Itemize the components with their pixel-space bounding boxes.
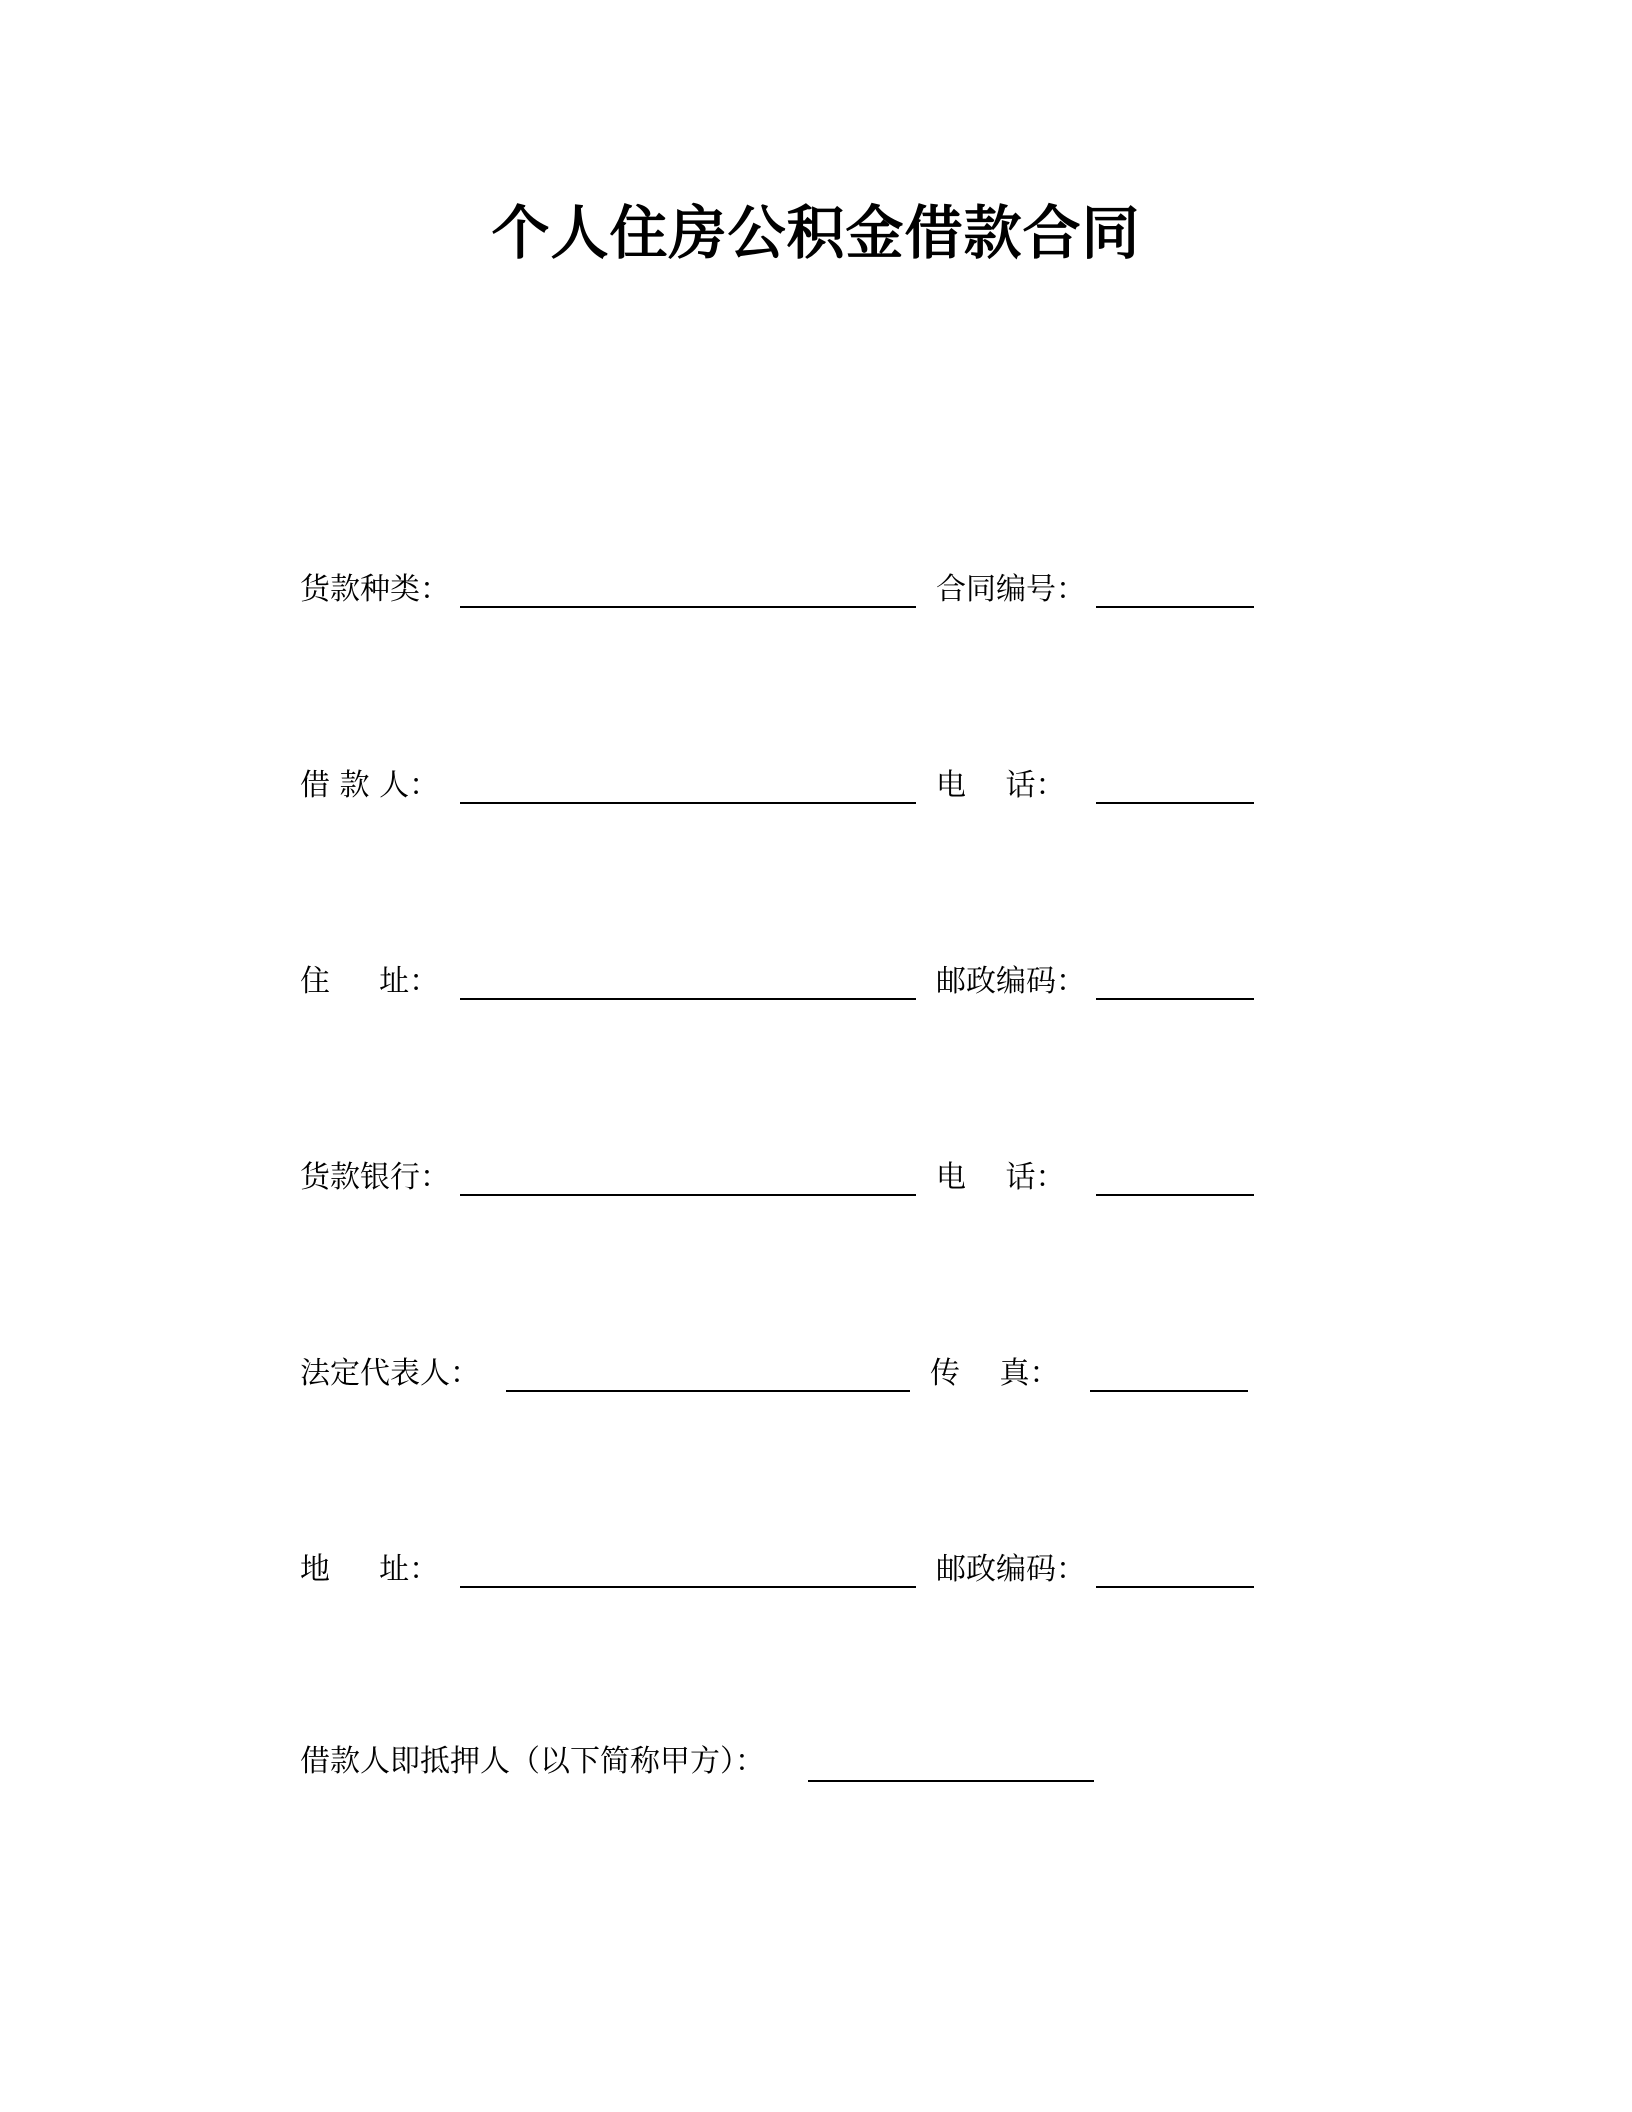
field-row-address bbox=[300, 1550, 1300, 1594]
field-row-legal-rep bbox=[300, 1354, 1300, 1398]
field-row-party-a bbox=[300, 1742, 1300, 1786]
field-row-loan-type bbox=[300, 570, 1300, 614]
fax-label: 传 真： bbox=[930, 1356, 1060, 1391]
borrower-label: 借 款 人： bbox=[300, 768, 440, 803]
fax-blank[interactable] bbox=[1090, 1390, 1248, 1392]
legal-representative-label: 法定代表人： bbox=[300, 1356, 480, 1391]
contract-number-blank[interactable] bbox=[1096, 606, 1254, 608]
residence-label: 住 址： bbox=[300, 964, 440, 999]
residence-postcode-blank[interactable] bbox=[1096, 998, 1254, 1000]
legal-representative-blank[interactable] bbox=[506, 1390, 910, 1392]
lending-bank-blank[interactable] bbox=[460, 1194, 916, 1196]
residence-postcode-label: 邮政编码： bbox=[936, 964, 1086, 999]
party-a-label: 借款人即抵押人（以下简称甲方）： bbox=[300, 1744, 765, 1779]
loan-type-label: 货款种类： bbox=[300, 572, 450, 607]
borrower-blank[interactable] bbox=[460, 802, 916, 804]
field-row-borrower bbox=[300, 766, 1300, 810]
borrower-phone-label: 电 话： bbox=[936, 768, 1066, 803]
borrower-phone-blank[interactable] bbox=[1096, 802, 1254, 804]
field-row-lending-bank bbox=[300, 1158, 1300, 1202]
bank-phone-blank[interactable] bbox=[1096, 1194, 1254, 1196]
bank-phone-label: 电 话： bbox=[936, 1160, 1066, 1195]
address-postcode-blank[interactable] bbox=[1096, 1586, 1254, 1588]
address-postcode-label: 邮政编码： bbox=[936, 1552, 1086, 1587]
party-a-blank[interactable] bbox=[808, 1780, 1094, 1782]
contract-number-label: 合同编号： bbox=[936, 572, 1086, 607]
field-row-residence bbox=[300, 962, 1300, 1006]
document-title: 个人住房公积金借款合同 bbox=[491, 199, 1141, 267]
address-label: 地 址： bbox=[300, 1552, 440, 1587]
loan-type-blank[interactable] bbox=[460, 606, 916, 608]
lending-bank-label: 货款银行： bbox=[300, 1160, 450, 1195]
residence-blank[interactable] bbox=[460, 998, 916, 1000]
address-blank[interactable] bbox=[460, 1586, 916, 1588]
